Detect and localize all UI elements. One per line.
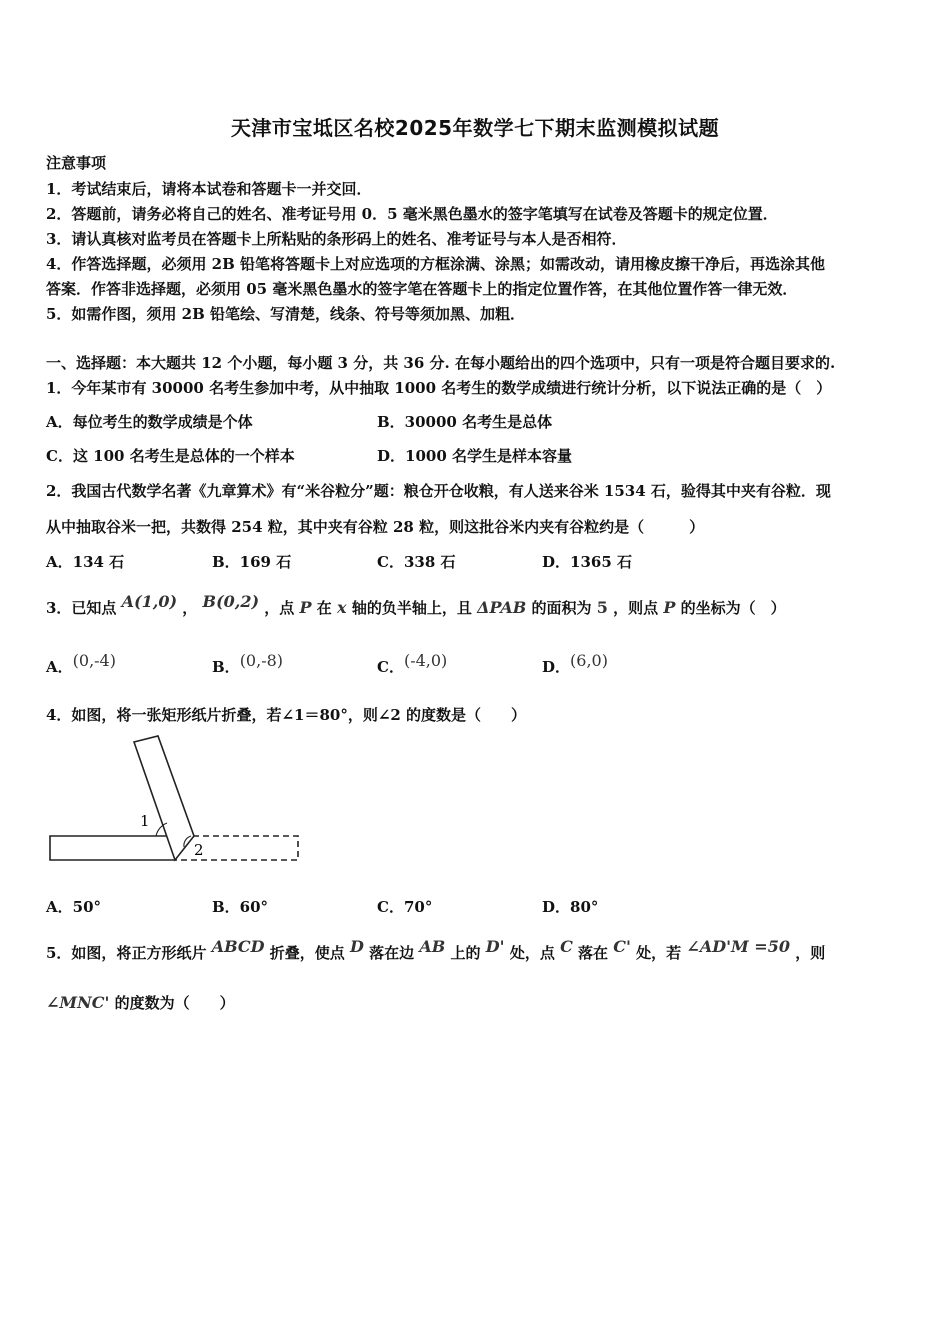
notice-item: 2．答题前，请务必将自己的姓名、准考证号用 0．5 毫米黑色墨水的签字笔填写在试卷及答题卡的规定位置．	[46, 205, 778, 223]
q3-point-p: P	[663, 598, 676, 617]
q4-option-c: C．70°	[377, 898, 433, 916]
q3-point-a: A(1,0)	[121, 592, 178, 611]
q3-option-a	[46, 651, 116, 677]
q5-text: 落在	[578, 944, 609, 962]
page-title: 天津市宝坻区名校2025年数学七下期末监测模拟试题	[230, 116, 720, 140]
q5-text: 上的	[450, 944, 481, 962]
q3-option-b	[212, 651, 284, 677]
notice-item: 4．作答选择题，必须用 2B 铅笔将答题卡上对应选项的方框涂满、涂黑；如需改动，请用橡皮擦干净后，再选涂其他	[46, 255, 826, 273]
q5-angle: ∠AD'M =50	[686, 937, 790, 956]
q5-angle-mnc: ∠MNC'	[46, 993, 110, 1012]
question-2-stem-cont: 从中抽取谷米一把，共数得 254 粒，其中夹有谷粒 28 粒，则这批谷米内夹有谷粒约是（ ）	[46, 518, 705, 536]
q1-option-a: A．每位考生的数学成绩是个体	[46, 413, 253, 431]
angle-2-label: 2	[194, 841, 204, 859]
option-label: D．	[542, 658, 571, 676]
q3-axis-x: x	[337, 598, 347, 617]
q2-option-c: C．338 石	[377, 553, 456, 571]
question-5-stem	[46, 937, 826, 963]
notice-heading: 注意事项	[46, 154, 107, 172]
q3-area: 5	[596, 598, 608, 617]
notice-item: 1．考试结束后，请将本试卷和答题卡一并交回．	[46, 180, 372, 198]
q5-side-ab: AB	[419, 937, 446, 956]
q3-text: 轴的负半轴上，且	[351, 599, 472, 617]
option-value: (0,-8)	[239, 651, 284, 670]
question-3-stem	[46, 592, 786, 618]
q2-option-b: B．169 石	[212, 553, 292, 571]
question-1-stem: 1．今年某市有 30000 名考生参加中考，从中抽取 1000 名考生的数学成绩进行统计分析，以下说法正确的是（ ）	[46, 379, 832, 397]
notice-item: 5．如需作图，须用 2B 铅笔绘、写清楚，线条、符号等须加黑、加粗．	[46, 305, 525, 323]
q3-point-p: P	[299, 598, 312, 617]
q5-square: ABCD	[211, 937, 265, 956]
q3-triangle: ΔPAB	[477, 598, 527, 617]
q3-text: 的坐标为（ ）	[680, 599, 786, 617]
q5-point-d: D	[350, 937, 364, 956]
q5-text: 落在边	[369, 944, 415, 962]
q4-option-d: D．80°	[542, 898, 599, 916]
q3-option-d	[542, 651, 608, 677]
q5-point-c: C	[560, 937, 573, 956]
q3-text: 在	[316, 599, 332, 617]
q3-text: 的面积为	[531, 599, 592, 617]
option-value: (-4,0)	[403, 651, 448, 670]
q3-text: ，	[182, 599, 198, 617]
q3-point-b: B(0,2)	[202, 592, 260, 611]
option-label: B．	[212, 658, 240, 676]
folded-rectangle-figure	[46, 732, 306, 864]
q3-text: ，则点	[613, 599, 659, 617]
notice-item: 答案．作答非选择题，必须用 05 毫米黑色墨水的签字笔在答题卡上的指定位置作答，在其他位置作答一律无效．	[46, 280, 798, 298]
q5-text: 的度数为（ ）	[114, 994, 235, 1012]
option-label: C．	[377, 658, 404, 676]
q1-option-c: C．这 100 名考生是总体的一个样本	[46, 447, 295, 465]
q3-text: 3．已知点	[46, 599, 117, 617]
q5-text: 5．如图，将正方形纸片	[46, 944, 207, 962]
q4-option-b: B．60°	[212, 898, 269, 916]
question-5-stem-cont	[46, 992, 235, 1013]
q5-text: 处，点	[509, 944, 555, 962]
q5-point-c-prime: C'	[613, 937, 631, 956]
q4-option-a: A．50°	[46, 898, 102, 916]
option-value: (0,-4)	[72, 651, 116, 670]
q5-text: 处，若	[636, 944, 682, 962]
q3-option-c	[377, 651, 448, 677]
q2-option-d: D．1365 石	[542, 553, 632, 571]
q1-option-b: B．30000 名考生是总体	[377, 413, 553, 431]
option-label: A．	[46, 658, 73, 676]
q5-point-d-prime: D'	[485, 937, 505, 956]
q1-option-d: D．1000 名学生是样本容量	[377, 447, 572, 465]
section-heading: 一、选择题：本大题共 12 个小题，每小题 3 分，共 36 分. 在每小题给出的四个选项中，只有一项是符合题目要求的.	[46, 354, 836, 372]
option-value: (6,0)	[570, 651, 608, 670]
q5-text: ，则	[795, 944, 826, 962]
question-4-stem: 4．如图，将一张矩形纸片折叠，若∠1＝80°，则∠2 的度数是（ ）	[46, 706, 527, 724]
q2-option-a: A．134 石	[46, 553, 125, 571]
q3-text: ，点	[264, 599, 295, 617]
q5-text: 折叠，使点	[269, 944, 345, 962]
question-2-stem: 2．我国古代数学名著《九章算术》有“米谷粒分”题：粮仓开仓收粮，有人送来谷米 1534 石，验得其中夹有谷粒．现	[46, 482, 831, 500]
angle-1-label: 1	[140, 812, 150, 830]
notice-item: 3．请认真核对监考员在答题卡上所粘贴的条形码上的姓名、准考证号与本人是否相符．	[46, 230, 627, 248]
